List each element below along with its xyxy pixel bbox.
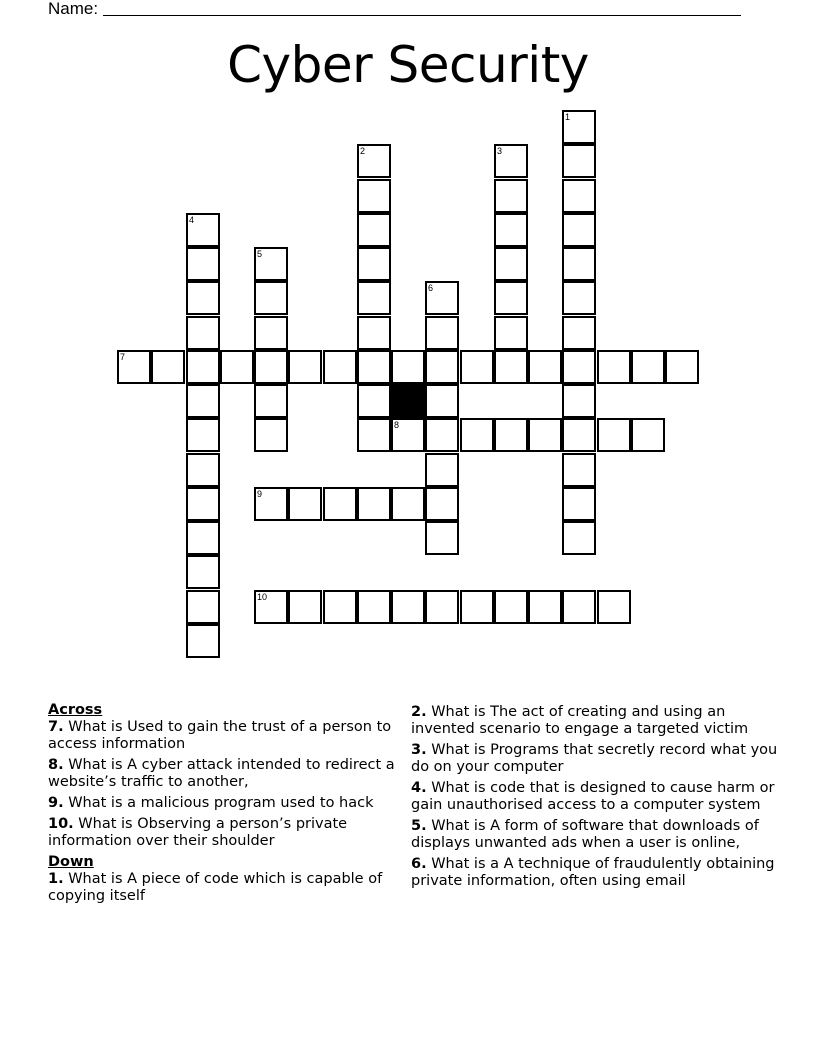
crossword-cell[interactable]	[425, 453, 459, 487]
crossword-cell[interactable]	[391, 590, 425, 624]
crossword-cell[interactable]	[357, 213, 391, 247]
clue-item	[411, 856, 781, 890]
crossword-cell[interactable]	[425, 350, 459, 384]
crossword-cell[interactable]	[254, 487, 288, 521]
clue-number: 7	[120, 352, 126, 362]
crossword-cell[interactable]	[186, 453, 220, 487]
crossword-cell[interactable]	[357, 179, 391, 213]
clue-item-text: What is The act of creating and using an invented scenario to engage a targeted victim	[411, 704, 749, 737]
crossword-cell[interactable]	[186, 247, 220, 281]
crossword-cell[interactable]	[254, 350, 288, 384]
clue-number: 1	[565, 112, 571, 122]
crossword-cell[interactable]	[562, 316, 596, 350]
clue-item-text: What is a A technique of fraudulently obtaining private information, often using email	[411, 856, 775, 889]
crossword-cell[interactable]	[254, 418, 288, 452]
crossword-cell[interactable]	[494, 213, 528, 247]
crossword-cell[interactable]	[186, 555, 220, 589]
crossword-cell[interactable]	[494, 144, 528, 178]
crossword-cell[interactable]	[425, 281, 459, 315]
crossword-cell[interactable]	[460, 350, 494, 384]
clue-item	[411, 742, 781, 776]
clue-number: 2	[360, 146, 366, 156]
clue-number: 10	[257, 592, 268, 602]
across-heading: Across	[48, 702, 103, 718]
clue-item-number: 8.	[48, 757, 64, 773]
crossword-cell[interactable]	[562, 110, 596, 144]
crossword-cell[interactable]	[186, 384, 220, 418]
crossword-cell[interactable]	[562, 213, 596, 247]
crossword-cell[interactable]	[425, 590, 459, 624]
crossword-cell[interactable]	[357, 144, 391, 178]
crossword-cell[interactable]	[357, 487, 391, 521]
clue-number: 6	[428, 283, 434, 293]
clue-item	[48, 816, 398, 850]
clue-item-text: What is code that is designed to cause harm or gain unauthorised access to a computer system	[411, 780, 775, 813]
clue-item-text: What is A cyber attack intended to redirect a website’s traffic to another,	[48, 757, 395, 790]
clue-number: 9	[257, 489, 263, 499]
crossword-cell[interactable]	[254, 384, 288, 418]
crossword-cell[interactable]	[391, 350, 425, 384]
clue-item	[48, 871, 398, 905]
crossword-cell[interactable]	[562, 179, 596, 213]
crossword-cell[interactable]	[357, 247, 391, 281]
crossword-cell[interactable]	[186, 487, 220, 521]
clue-item-text: What is Used to gain the trust of a person to access information	[48, 719, 392, 752]
crossword-cell[interactable]	[425, 487, 459, 521]
crossword-cell[interactable]	[597, 418, 631, 452]
clue-number: 5	[257, 249, 263, 259]
clue-item	[48, 757, 398, 791]
crossword-cell[interactable]	[494, 418, 528, 452]
page-title: Cyber Security	[227, 36, 589, 94]
clue-number: 3	[497, 146, 503, 156]
crossword-cell[interactable]	[254, 247, 288, 281]
clue-item-number: 3.	[411, 742, 427, 758]
crossword-cell[interactable]	[665, 350, 699, 384]
crossword-cell[interactable]	[323, 350, 357, 384]
crossword-cell[interactable]	[562, 144, 596, 178]
down-clue-list-continued	[411, 704, 781, 890]
crossword-cell[interactable]	[186, 213, 220, 247]
crossword-cell[interactable]	[597, 590, 631, 624]
clue-number: 8	[394, 420, 400, 430]
clue-item	[48, 795, 398, 812]
clue-item-text: What is a malicious program used to hack	[63, 795, 374, 811]
crossword-cell[interactable]	[494, 590, 528, 624]
clue-item-text: What is Programs that secretly record what you do on your computer	[411, 742, 778, 775]
crossword-cell[interactable]	[494, 247, 528, 281]
crossword-cell[interactable]	[151, 350, 185, 384]
crossword-cell[interactable]	[494, 281, 528, 315]
down-heading: Down	[48, 854, 94, 870]
clue-item-number: 6.	[411, 856, 427, 872]
crossword-cell[interactable]	[425, 384, 459, 418]
crossword-cell[interactable]	[562, 418, 596, 452]
crossword-cell[interactable]	[357, 281, 391, 315]
crossword-cell[interactable]	[425, 316, 459, 350]
crossword-cell[interactable]	[186, 418, 220, 452]
crossword-cell[interactable]	[425, 418, 459, 452]
clue-number: 4	[189, 215, 195, 225]
clue-item-text: What is A form of software that downloads of displays unwanted ads when a user is online,	[411, 818, 759, 851]
crossword-cell[interactable]	[460, 590, 494, 624]
crossword-cell[interactable]	[254, 281, 288, 315]
crossword-cell[interactable]	[425, 521, 459, 555]
clue-item-text: What is Observing a person’s private information over their shoulder	[48, 816, 348, 849]
crossword-cell[interactable]	[288, 350, 322, 384]
clue-item-text: What is A piece of code which is capable of copying itself	[48, 871, 383, 904]
clue-item-number: 7.	[48, 719, 64, 735]
clue-item-number: 1.	[48, 871, 64, 887]
across-clue-list	[48, 719, 398, 850]
crossword-block	[391, 384, 425, 418]
crossword-cell[interactable]	[562, 247, 596, 281]
crossword-cell[interactable]	[254, 316, 288, 350]
crossword-cell[interactable]	[186, 316, 220, 350]
crossword-cell[interactable]	[562, 590, 596, 624]
crossword-cell[interactable]	[357, 316, 391, 350]
crossword-cell[interactable]	[631, 350, 665, 384]
crossword-cell[interactable]	[357, 384, 391, 418]
crossword-cell[interactable]	[186, 624, 220, 658]
crossword-cell[interactable]	[631, 418, 665, 452]
crossword-cell[interactable]	[186, 521, 220, 555]
crossword-cell[interactable]	[494, 316, 528, 350]
clue-item-number: 5.	[411, 818, 427, 834]
crossword-cell[interactable]	[562, 350, 596, 384]
clues-left-column	[48, 700, 398, 909]
crossword-cell[interactable]	[288, 590, 322, 624]
crossword-cell[interactable]	[323, 590, 357, 624]
crossword-cell[interactable]	[288, 487, 322, 521]
clue-item-number: 10.	[48, 816, 74, 832]
crossword-cell[interactable]	[528, 590, 562, 624]
crossword-cell[interactable]	[528, 418, 562, 452]
crossword-cell[interactable]	[357, 350, 391, 384]
crossword-cell[interactable]	[562, 453, 596, 487]
crossword-cell[interactable]	[186, 590, 220, 624]
crossword-cell[interactable]	[254, 590, 288, 624]
crossword-cell[interactable]	[528, 350, 562, 384]
crossword-cell[interactable]	[562, 384, 596, 418]
crossword-cell[interactable]	[391, 418, 425, 452]
crossword-cell[interactable]	[460, 418, 494, 452]
clue-item	[411, 780, 781, 814]
crossword-cell[interactable]	[357, 590, 391, 624]
name-label: Name:	[48, 0, 99, 18]
clue-item	[411, 704, 781, 738]
crossword-cell[interactable]	[562, 281, 596, 315]
clues-right-column	[411, 700, 781, 894]
clue-item	[411, 818, 781, 852]
crossword-cell[interactable]	[494, 350, 528, 384]
down-clue-list	[48, 871, 398, 905]
crossword-cell[interactable]	[117, 350, 151, 384]
crossword-cell[interactable]	[357, 418, 391, 452]
crossword-cell[interactable]	[597, 350, 631, 384]
crossword-cell[interactable]	[494, 179, 528, 213]
crossword-cell[interactable]	[323, 487, 357, 521]
crossword-cell[interactable]	[186, 350, 220, 384]
crossword-cell[interactable]	[186, 281, 220, 315]
crossword-cell[interactable]	[562, 487, 596, 521]
crossword-cell[interactable]	[391, 487, 425, 521]
crossword-cell[interactable]	[562, 521, 596, 555]
crossword-cell[interactable]	[220, 350, 254, 384]
clue-item	[48, 719, 398, 753]
clue-item-number: 4.	[411, 780, 427, 796]
clue-item-number: 2.	[411, 704, 427, 720]
clue-item-number: 9.	[48, 795, 64, 811]
